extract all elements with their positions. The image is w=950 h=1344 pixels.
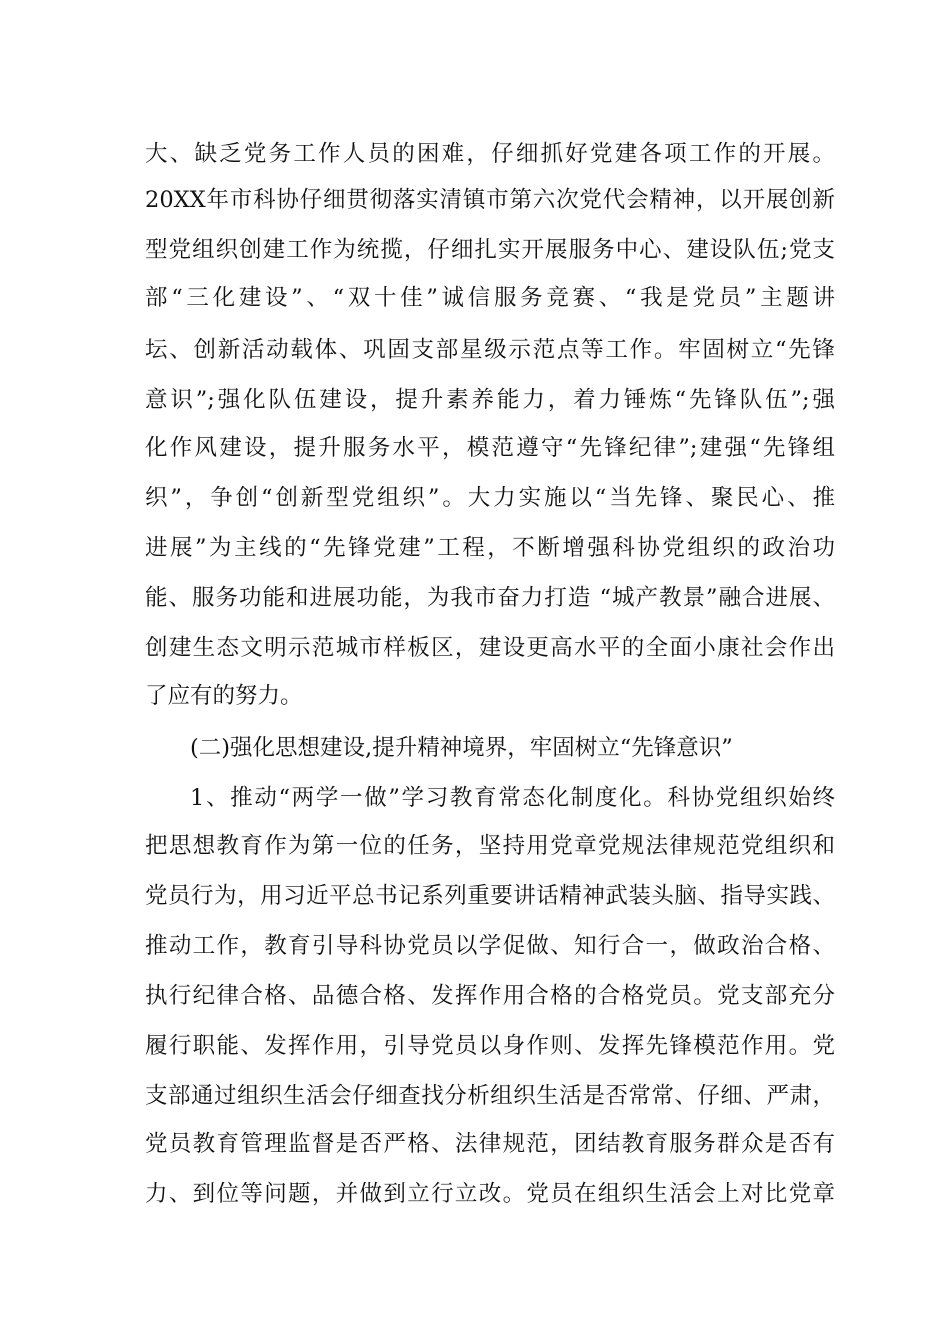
paragraph-line: 了应有的努力。	[145, 683, 303, 709]
paragraph-line: 20XX年市科协仔细贯彻落实清镇市第六次党代会精神，以开展创新	[145, 187, 835, 213]
paragraph-line: 能、服务功能和进展功能，为我市奋力打造 “城产教景”融合进展、	[145, 585, 835, 611]
paragraph-line: 织”，争创“创新型党组织”。大力实施以“当先锋、聚民心、推	[145, 485, 835, 511]
paragraph-line: 党员教育管理监督是否严格、法律规范，团结教育服务群众是否有	[145, 1131, 835, 1157]
paragraph-line: 1、推动“两学一做”学习教育常态化制度化。科协党组织始终	[190, 785, 835, 811]
paragraph-line: 进展”为主线的“先锋党建”工程，不断增强科协党组织的政治功	[145, 535, 835, 561]
paragraph-line: 执行纪律合格、品德合格、发挥作用合格的合格党员。党支部充分	[145, 983, 835, 1009]
paragraph-line: 推动工作，教育引导科协党员以学促做、知行合一，做政治合格、	[145, 933, 835, 959]
paragraph-line: 大、缺乏党务工作人员的困难，仔细抓好党建各项工作的开展。	[145, 141, 835, 167]
paragraph-line: 履行职能、发挥作用，引导党员以身作则、发挥先锋模范作用。党	[145, 1033, 835, 1059]
paragraph-line: 型党组织创建工作为统揽，仔细扎实开展服务中心、建设队伍;党支	[145, 237, 835, 263]
paragraph-line: 创建生态文明示范城市样板区，建设更高水平的全面小康社会作出	[145, 635, 835, 661]
paragraph-line: 坛、创新活动载体、巩固支部星级示范点等工作。牢固树立“先锋	[145, 337, 835, 363]
section-heading: (二)强化思想建设,提升精神境界，牢固树立“先锋意识”	[190, 735, 733, 761]
paragraph-line: 意识”;强化队伍建设，提升素养能力，着力锤炼“先锋队伍”;强	[145, 387, 835, 413]
paragraph-line: 党员行为，用习近平总书记系列重要讲话精神武装头脑、指导实践、	[145, 883, 835, 909]
paragraph-line: 化作风建设，提升服务水平，模范遵守“先锋纪律”;建强“先锋组	[145, 435, 835, 461]
paragraph-line: 力、到位等问题，并做到立行立改。党员在组织生活会上对比党章	[145, 1181, 835, 1207]
paragraph-line: 支部通过组织生活会仔细查找分析组织生活是否常常、仔细、严肃，	[145, 1083, 835, 1109]
paragraph-line: 把思想教育作为第一位的任务，坚持用党章党规法律规范党组织和	[145, 833, 835, 859]
paragraph-line: 部“三化建设”、“双十佳”诚信服务竞赛、“我是党员”主题讲	[145, 285, 835, 311]
